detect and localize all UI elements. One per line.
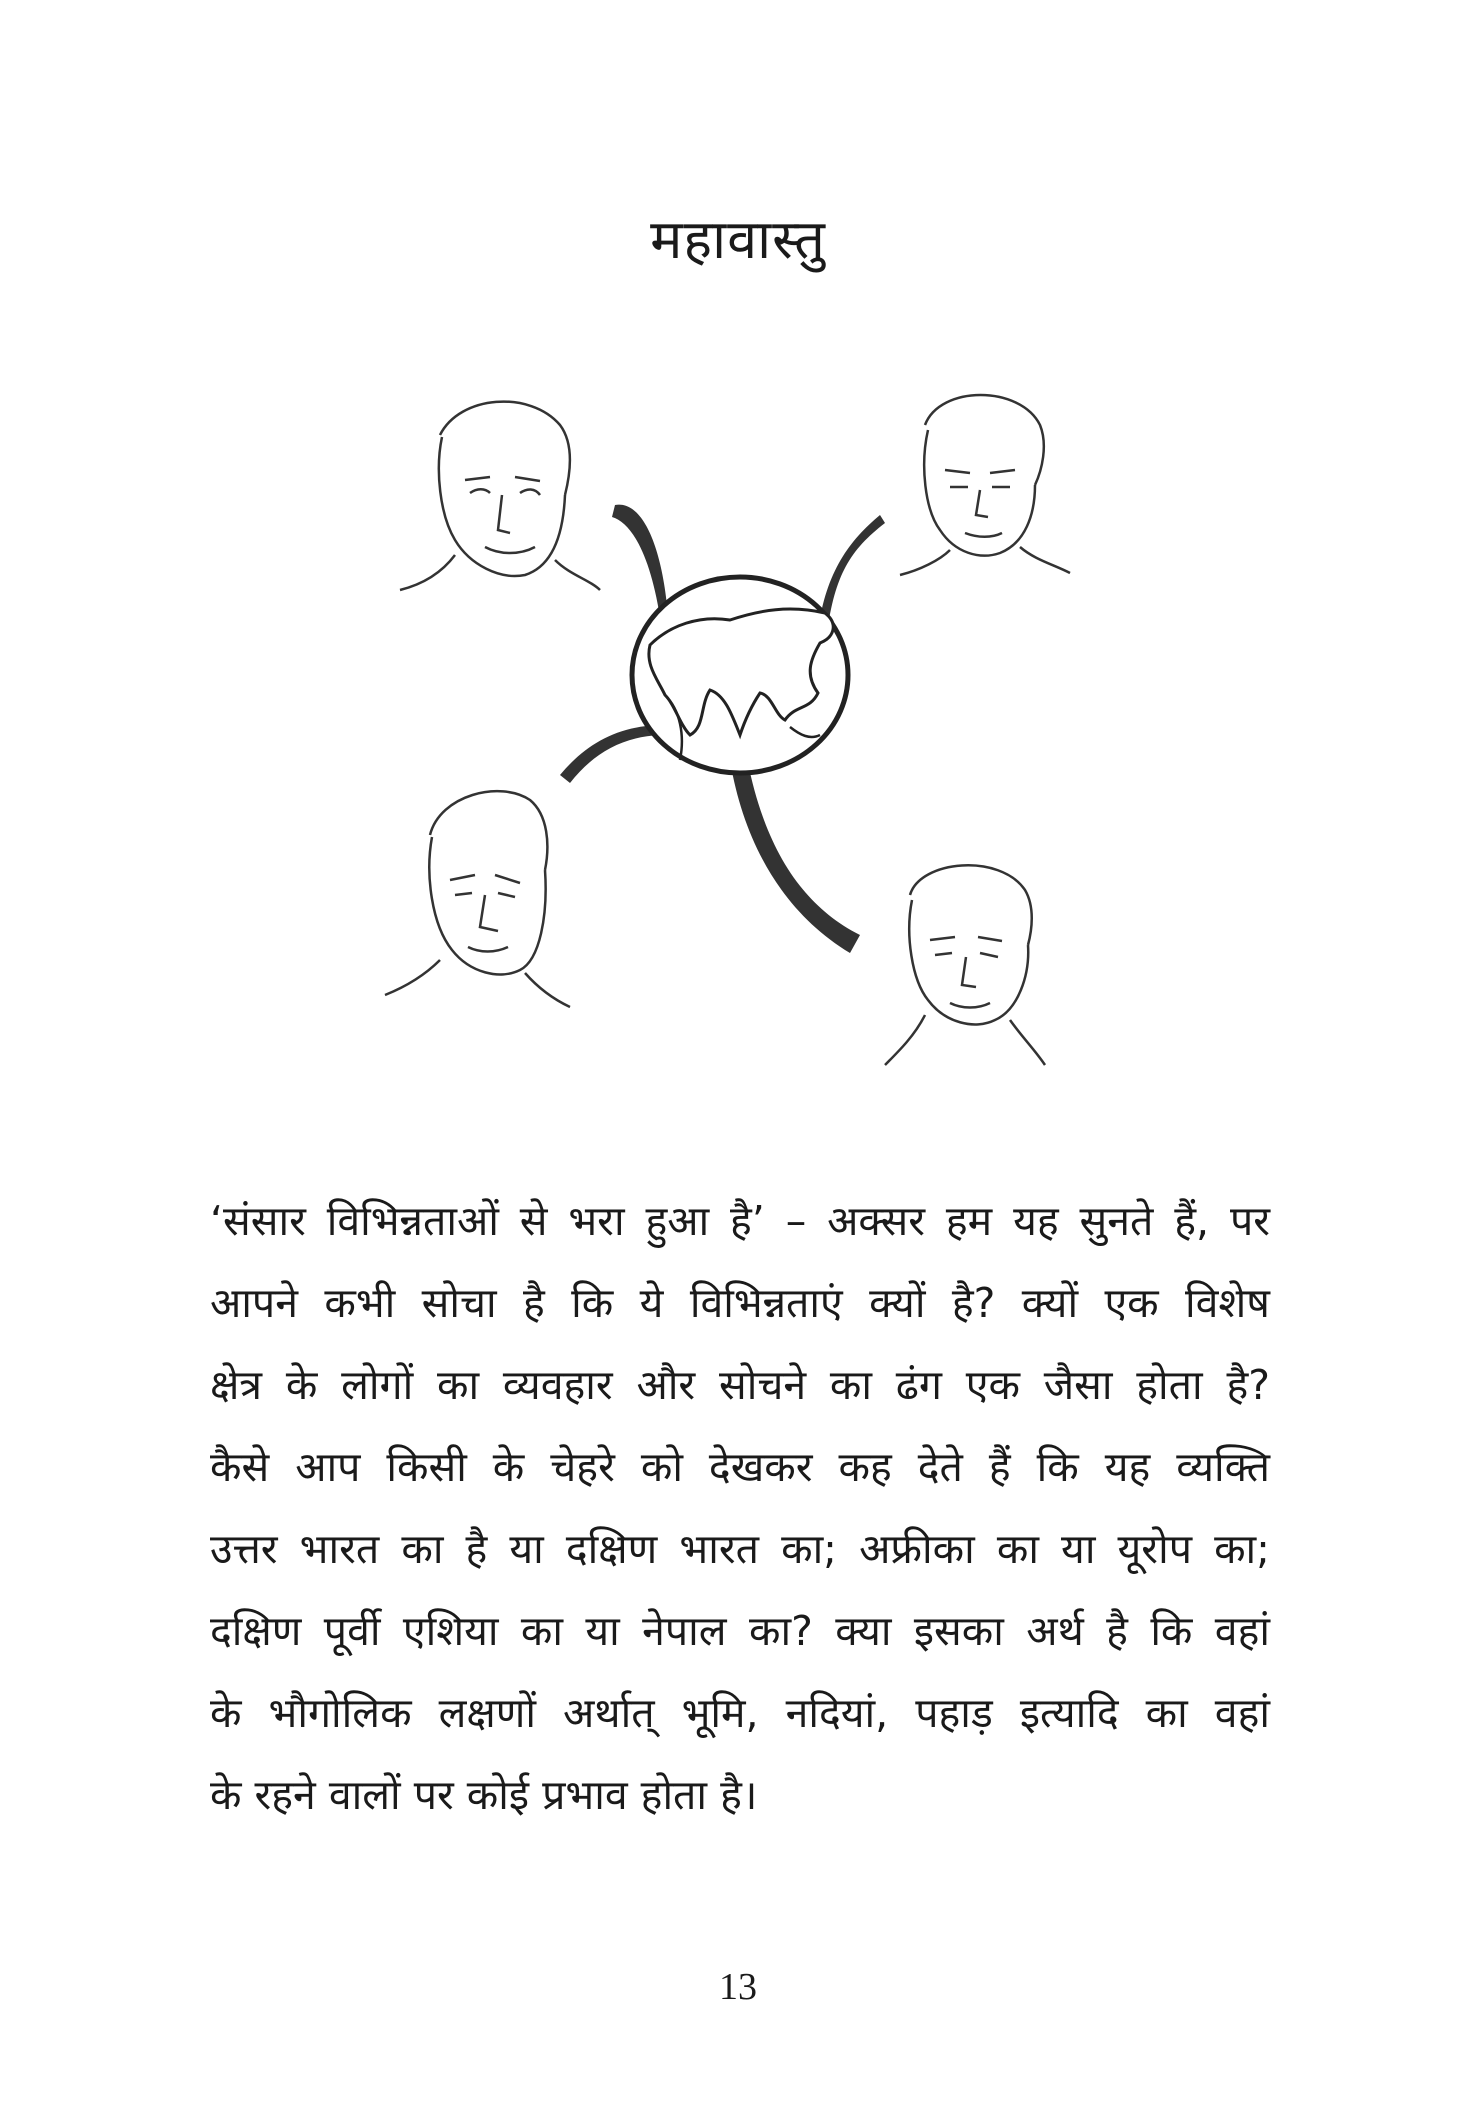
face-man-bottom-left [385,791,570,1007]
paragraph-line: कैसे आप किसी के चेहरे को देखकर कह देते हैं कि यह व्यक्ति [210,1443,1270,1491]
paragraph-line: के भौगोलिक लक्षणों अर्थात् भूमि, नदियां, पहाड़ इत्यादि का वहां [210,1689,1270,1737]
face-man-bottom-right [885,865,1045,1065]
paragraph-line: क्षेत्र के लोगों का व्यवहार और सोचने का ढंग एक जैसा होता है? [210,1361,1270,1409]
paragraph-line: के रहने वालों पर कोई प्रभाव होता है। [210,1771,758,1819]
face-man-top-left [400,402,600,590]
paragraph-line: आपने कभी सोचा है कि ये विभिन्नताएं क्यों है? क्यों एक विशेष [210,1279,1270,1327]
page-number: 13 [719,1966,757,2008]
face-man-top-right [900,395,1070,575]
paragraph-line: ‘संसार विभिन्नताओं से भरा हुआ है’ – अक्सर हम यह सुनते हैं, पर [210,1197,1270,1245]
page-title: महावास्तु [650,208,826,271]
body-paragraph [210,1180,1270,1836]
globe-icon [632,577,848,773]
paragraph-line: उत्तर भारत का है या दक्षिण भारत का; अफ्रीका का या यूरोप का; [210,1525,1270,1573]
connector-top-left [612,505,668,617]
connector-bottom-left [560,725,660,783]
illustration [380,375,1100,1095]
paragraph-line: दक्षिण पूर्वी एशिया का या नेपाल का? क्या इसका अर्थ है कि वहां [210,1607,1270,1655]
